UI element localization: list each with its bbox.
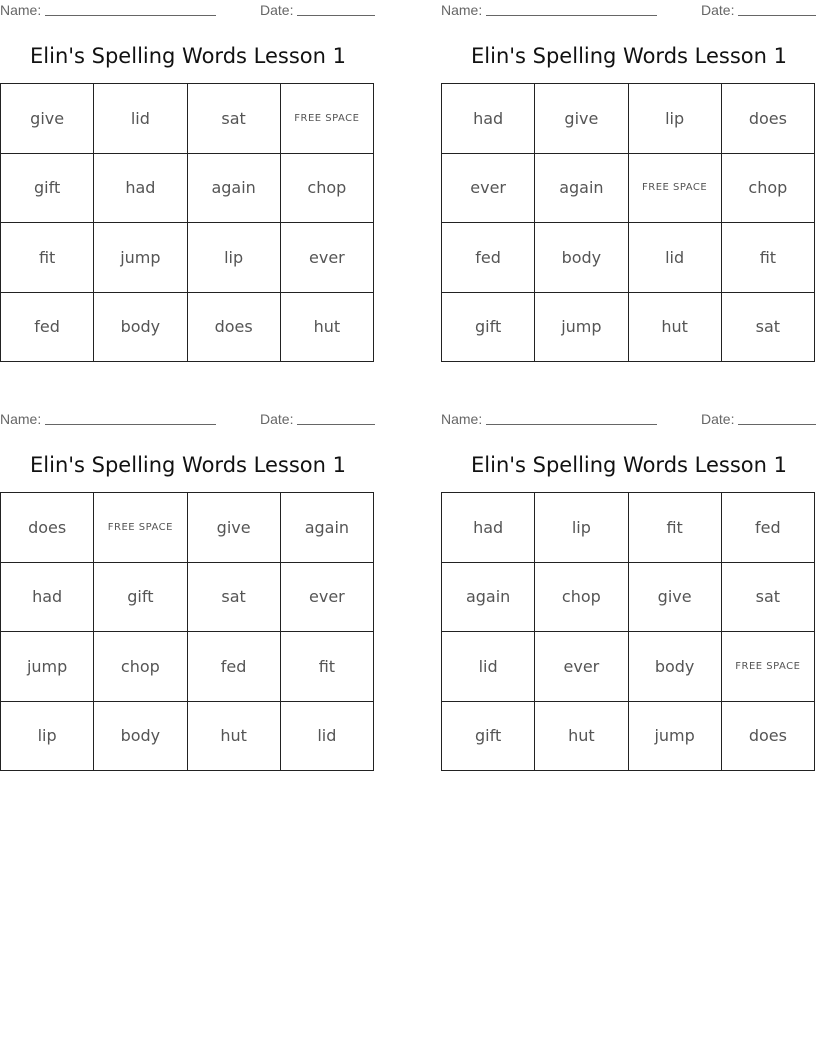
name-date-row — [0, 0, 376, 20]
card-title: Elin's Spelling Words Lesson 1 — [30, 453, 346, 477]
date-blank-line — [738, 424, 816, 425]
word-cell: ever — [281, 223, 374, 293]
name-date-row — [441, 0, 816, 20]
word-cell: lid — [94, 84, 187, 154]
name-label: Name: — [0, 2, 42, 18]
word-cell: body — [94, 293, 187, 363]
free-space-cell: FREE SPACE — [722, 632, 815, 702]
word-cell: hut — [281, 293, 374, 363]
date-blank-line — [297, 424, 375, 425]
word-cell: ever — [442, 154, 535, 224]
name-date-row — [0, 409, 376, 429]
word-cell: does — [722, 84, 815, 154]
word-cell: had — [442, 493, 535, 563]
word-cell: hut — [535, 702, 628, 772]
word-cell: hut — [188, 702, 281, 772]
bingo-card — [0, 409, 376, 781]
card-title: Elin's Spelling Words Lesson 1 — [471, 453, 787, 477]
word-cell: gift — [1, 154, 94, 224]
date-label: Date: — [701, 411, 735, 427]
word-cell: chop — [535, 563, 628, 633]
word-cell: jump — [629, 702, 722, 772]
date-blank-line — [738, 15, 816, 16]
word-cell: body — [535, 223, 628, 293]
word-cell: gift — [442, 702, 535, 772]
word-cell: gift — [442, 293, 535, 363]
word-cell: hut — [629, 293, 722, 363]
word-cell: jump — [1, 632, 94, 702]
word-cell: had — [442, 84, 535, 154]
word-cell: sat — [722, 563, 815, 633]
word-cell: had — [94, 154, 187, 224]
name-blank-line — [486, 15, 657, 16]
card-title: Elin's Spelling Words Lesson 1 — [30, 44, 346, 68]
word-cell: jump — [535, 293, 628, 363]
word-cell: sat — [188, 84, 281, 154]
word-cell: gift — [94, 563, 187, 633]
word-cell: jump — [94, 223, 187, 293]
word-cell: give — [188, 493, 281, 563]
free-space-cell: FREE SPACE — [281, 84, 374, 154]
word-cell: fed — [442, 223, 535, 293]
name-label: Name: — [441, 411, 483, 427]
word-cell: lip — [188, 223, 281, 293]
word-cell: chop — [281, 154, 374, 224]
word-cell: fit — [1, 223, 94, 293]
card-title: Elin's Spelling Words Lesson 1 — [471, 44, 787, 68]
date-label: Date: — [701, 2, 735, 18]
date-label: Date: — [260, 2, 294, 18]
word-cell: does — [188, 293, 281, 363]
bingo-grid — [441, 492, 815, 771]
name-label: Name: — [0, 411, 42, 427]
word-cell: sat — [722, 293, 815, 363]
word-cell: fit — [281, 632, 374, 702]
word-cell: lid — [281, 702, 374, 772]
word-cell: fit — [629, 493, 722, 563]
bingo-grid — [0, 83, 374, 362]
word-cell: ever — [535, 632, 628, 702]
word-cell: does — [722, 702, 815, 772]
bingo-card — [0, 0, 376, 372]
word-cell: again — [442, 563, 535, 633]
word-cell: again — [535, 154, 628, 224]
word-cell: lid — [629, 223, 722, 293]
word-cell: lip — [629, 84, 722, 154]
bingo-card — [441, 409, 816, 781]
name-blank-line — [486, 424, 657, 425]
word-cell: lip — [535, 493, 628, 563]
word-cell: sat — [188, 563, 281, 633]
word-cell: chop — [722, 154, 815, 224]
free-space-cell: FREE SPACE — [94, 493, 187, 563]
word-cell: again — [188, 154, 281, 224]
word-cell: body — [94, 702, 187, 772]
word-cell: fit — [722, 223, 815, 293]
date-blank-line — [297, 15, 375, 16]
word-cell: give — [629, 563, 722, 633]
word-cell: fed — [188, 632, 281, 702]
bingo-grid — [441, 83, 815, 362]
word-cell: fed — [722, 493, 815, 563]
date-label: Date: — [260, 411, 294, 427]
bingo-card — [441, 0, 816, 372]
word-cell: fed — [1, 293, 94, 363]
word-cell: lid — [442, 632, 535, 702]
word-cell: ever — [281, 563, 374, 633]
name-date-row — [441, 409, 816, 429]
word-cell: lip — [1, 702, 94, 772]
name-label: Name: — [441, 2, 483, 18]
word-cell: give — [535, 84, 628, 154]
word-cell: give — [1, 84, 94, 154]
name-blank-line — [45, 15, 216, 16]
name-blank-line — [45, 424, 216, 425]
free-space-cell: FREE SPACE — [629, 154, 722, 224]
word-cell: does — [1, 493, 94, 563]
bingo-grid — [0, 492, 374, 771]
word-cell: chop — [94, 632, 187, 702]
word-cell: again — [281, 493, 374, 563]
word-cell: body — [629, 632, 722, 702]
word-cell: had — [1, 563, 94, 633]
